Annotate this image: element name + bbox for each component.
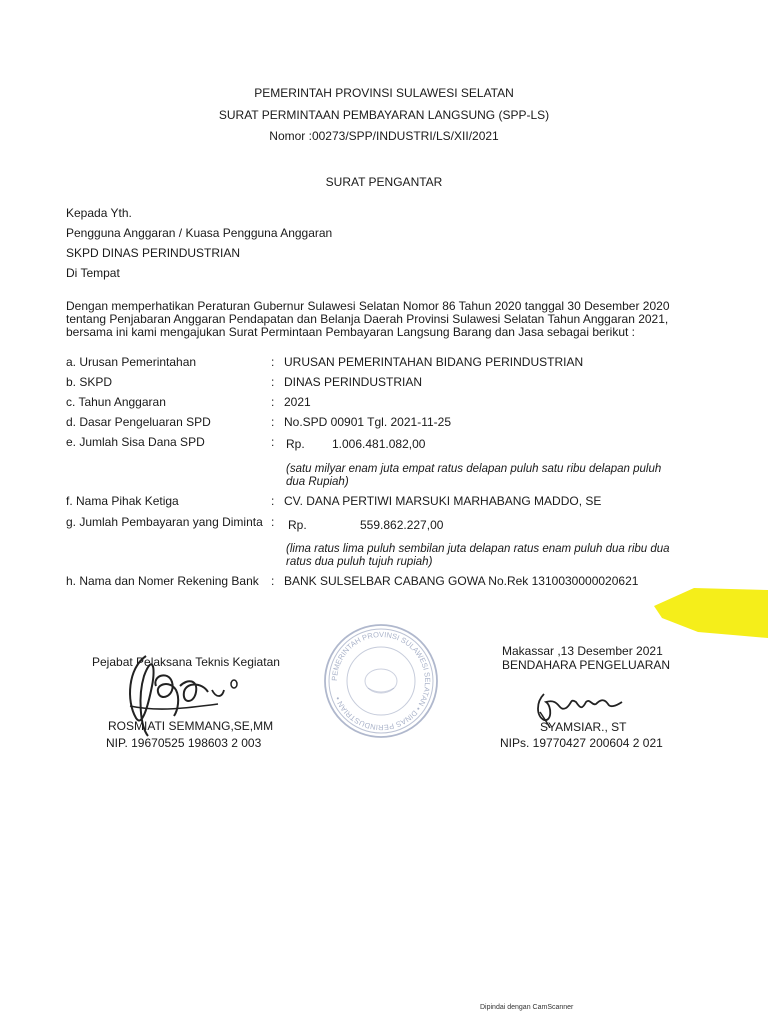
intro-line-2: tentang Penjabaran Anggaran Pendapatan dan Belanja Daerah Provinsi Sulawesi Selatan Tahun Anggaran 2021, xyxy=(66,312,669,326)
item-value: 2021 xyxy=(284,395,311,409)
header-document-type: SURAT PERMINTAAN PEMBAYARAN LANGSUNG (SPP-LS) xyxy=(218,108,550,122)
highlighter-mark xyxy=(654,588,768,638)
item-colon: : xyxy=(271,355,275,369)
item-colon: : xyxy=(271,415,275,429)
recipient-place: Di Tempat xyxy=(66,266,120,280)
item-row-h xyxy=(66,574,706,590)
recipient-role: Pengguna Anggaran / Kuasa Pengguna Anggaran xyxy=(66,226,333,240)
item-colon: : xyxy=(271,494,275,508)
recipient-unit: SKPD DINAS PERINDUSTRIAN xyxy=(66,246,241,260)
item-row-e xyxy=(66,435,706,451)
recipient-salutation: Kepada Yth. xyxy=(66,206,132,220)
item-row-b xyxy=(66,375,706,391)
official-stamp xyxy=(322,622,440,740)
item-colon: : xyxy=(271,375,275,389)
item-label: b. SKPD xyxy=(66,375,113,389)
left-signatory-nip: NIP. 19670525 198603 2 003 xyxy=(106,736,262,750)
document-title: SURAT PENGANTAR xyxy=(325,175,443,189)
item-label: e. Jumlah Sisa Dana SPD xyxy=(66,435,205,449)
item-colon: : xyxy=(271,395,275,409)
item-row-d xyxy=(66,415,706,431)
right-signatory-place-date: Makassar ,13 Desember 2021 xyxy=(502,644,663,658)
remaining-fund-in-words xyxy=(286,463,716,489)
payment-amount: 559.862.227,00 xyxy=(360,518,444,532)
item-label: c. Tahun Anggaran xyxy=(66,395,166,409)
words-line-1: (satu milyar enam juta empat ratus delapan puluh satu ribu delapan puluh xyxy=(286,463,662,475)
item-value: No.SPD 00901 Tgl. 2021-11-25 xyxy=(284,415,451,429)
item-row-c xyxy=(66,395,706,411)
right-signatory-nip: NIPs. 19770427 200604 2 021 xyxy=(500,736,663,750)
item-row-g xyxy=(66,515,706,531)
item-value: BANK SULSELBAR CABANG GOWA No.Rek 1310030000020621 xyxy=(284,574,639,588)
item-colon: : xyxy=(271,574,275,588)
item-label: f. Nama Pihak Ketiga xyxy=(66,494,179,508)
intro-paragraph xyxy=(66,300,676,339)
item-value: CV. DANA PERTIWI MARSUKI MARHABANG MADDO, SE xyxy=(284,494,602,508)
words-line-2: ratus dua puluh tujuh rupiah) xyxy=(286,556,433,568)
item-row-a xyxy=(66,355,706,371)
words-line-2: dua Rupiah) xyxy=(286,476,349,488)
remaining-fund-amount: 1.006.481.082,00 xyxy=(332,437,426,451)
payment-in-words xyxy=(286,543,716,569)
intro-line-1: Dengan memperhatikan Peraturan Gubernur Sulawesi Selatan Nomor 86 Tahun 2020 tanggal 30 Desember 2020 xyxy=(66,299,670,313)
intro-line-3: bersama ini kami mengajukan Surat Permintaan Pembayaran Langsung Barang dan Jasa sebagai berikut : xyxy=(66,325,636,339)
item-value: DINAS PERINDUSTRIAN xyxy=(284,375,423,389)
words-line-1: (lima ratus lima puluh sembilan juta delapan ratus enam puluh dua ribu dua xyxy=(286,543,670,555)
currency-label: Rp. xyxy=(286,437,305,451)
right-signatory-role: BENDAHARA PENGELUARAN xyxy=(502,658,671,672)
left-signatory-name: ROSMIATI SEMMANG,SE,MM xyxy=(108,719,274,733)
item-label: a. Urusan Pemerintahan xyxy=(66,355,197,369)
header-document-number: Nomor :00273/SPP/INDUSTRI/LS/XII/2021 xyxy=(269,129,499,143)
item-value: URUSAN PEMERINTAHAN BIDANG PERINDUSTRIAN xyxy=(284,355,584,369)
item-label: h. Nama dan Nomer Rekening Bank xyxy=(66,574,259,588)
header-government: PEMERINTAH PROVINSI SULAWESI SELATAN xyxy=(254,86,514,100)
item-colon: : xyxy=(271,435,275,449)
right-signatory-name: SYAMSIAR., ST xyxy=(540,720,627,734)
left-signatory-role: Pejabat Pelaksana Teknis Kegiatan xyxy=(92,655,280,669)
item-label: d. Dasar Pengeluaran SPD xyxy=(66,415,211,429)
item-label: g. Jumlah Pembayaran yang Diminta xyxy=(66,515,263,529)
scanner-watermark: Dipindai dengan CamScanner xyxy=(480,1004,574,1011)
item-colon: : xyxy=(271,515,275,529)
stamp-text: PEMERINTAH PROVINSI SULAWESI SELATAN • DINAS PERINDUSTRIAN • xyxy=(329,629,433,733)
item-row-f xyxy=(66,494,706,510)
currency-label: Rp. xyxy=(288,518,307,532)
